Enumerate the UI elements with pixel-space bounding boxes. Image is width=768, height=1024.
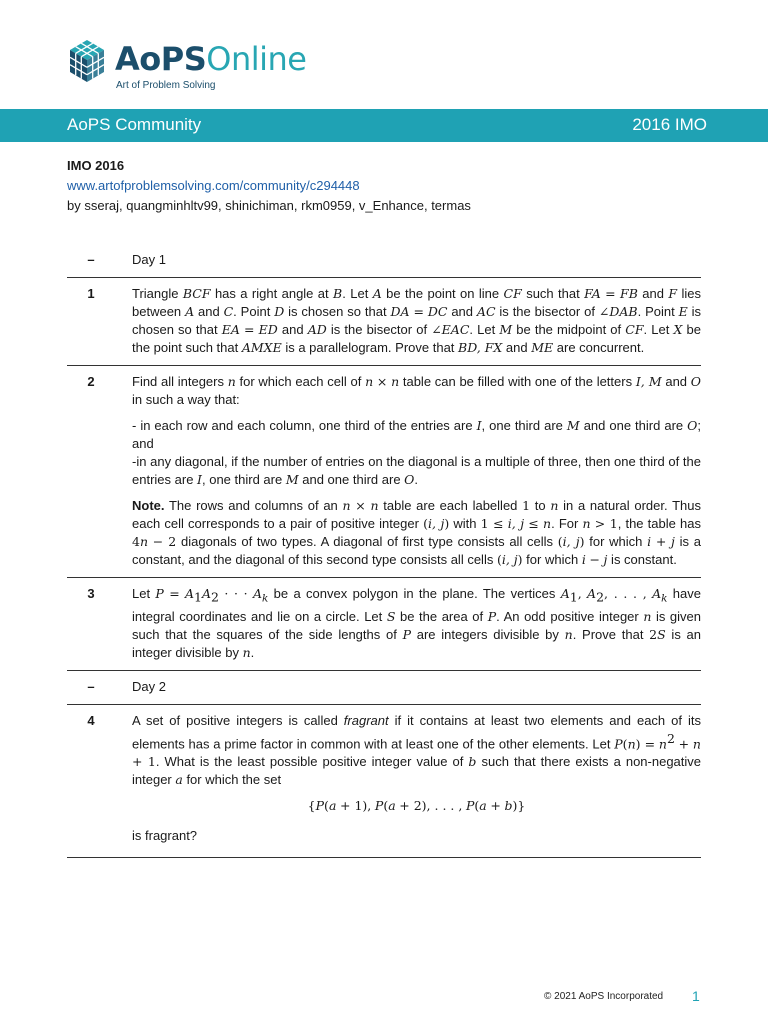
problem-row bbox=[67, 278, 701, 366]
day-label: Day 1 bbox=[132, 252, 166, 267]
note-label: Note. bbox=[132, 498, 165, 513]
contest-title: IMO 2016 bbox=[67, 158, 125, 173]
problem-number: 4 bbox=[87, 712, 95, 728]
banner-community: AoPS Community bbox=[67, 115, 202, 134]
problem-row bbox=[67, 578, 701, 671]
problem-row bbox=[67, 705, 701, 858]
fragrant-term: fragrant bbox=[343, 712, 389, 728]
problem-number: 1 bbox=[87, 286, 95, 301]
copyright-footer: © 2021 AoPS Incorporated bbox=[544, 991, 664, 1002]
problem-2-text: Find all integers n for which each cell of n × n table can be filled with one of the letters I, M and O in such a way that: - in each row and each column, one third of the entries are I, one third are M and one third are O; and -in any diagonal, if the number of entries on the diagonal is a multiple of three, then one third of the entries are I, one third are M and one third are O. Note. The rows and columns of an n × n table are each labelled 1 to n in a natural order. Thus each cell corresponds to a pair of positive integer (i, j) with 1 ≤ i, j ≤ n. For n > 1, the table has 4n − 2 diagonals of two types. A diagonal of first type consists all cells (i, j) for which i + j is a constant, and the diagonal of this second type consists all cells (i, j) for which i − j is constant. bbox=[132, 374, 702, 567]
logo-aops: AoPS bbox=[115, 40, 207, 78]
logo-online: Online bbox=[206, 40, 307, 78]
community-link[interactable]: www.artofproblemsolving.com/community/c294448 bbox=[67, 178, 360, 193]
page-number: 1 bbox=[692, 988, 700, 1004]
day-marker: – bbox=[87, 252, 95, 267]
day-row bbox=[67, 244, 701, 278]
day-row bbox=[67, 671, 701, 705]
problem-list bbox=[67, 244, 701, 858]
community-banner bbox=[0, 109, 768, 142]
problem-number: 3 bbox=[87, 586, 95, 601]
problem-3-text: Let $P = A_1A_2$ · · · $A_k$ be a convex polygon in the plane. The vertices $A_1$, $A_2$, . . . , $A_k$ have integral coordinates and lie on a circle. Let S be the area of P. An odd positive integer n is given such that the squares of the side lengths of P are integers divisible by n. Prove that 2S is an integer divisible by n. bbox=[132, 586, 702, 660]
logo-wordmark bbox=[115, 40, 306, 78]
logo-tagline: Art of Problem Solving bbox=[116, 80, 216, 91]
set-formula: {P(a + 1), P(a + 2), . . . , P(a + b)} bbox=[307, 797, 526, 813]
cube-logo-icon bbox=[67, 38, 107, 84]
authors-line: by sseraj, quangminhltv99, shinichiman, rkm0959, v_Enhance, termas bbox=[67, 198, 471, 213]
problem-4-text: A set of positive integers is called fragrant if it contains at least two elements and each of its elements has a prime factor in common with at least one of the other elements. Let $P(n) = n^2 + n + 1$. What is the least possible positive integer value of b such that there exists a non-negative integer a for which the set {P(a + 1), P(a + 2), . . . , P(a + b)} is fragrant? bbox=[132, 712, 702, 843]
problem-row bbox=[67, 366, 701, 578]
day-label: Day 2 bbox=[132, 678, 166, 694]
day-marker: – bbox=[87, 678, 95, 694]
problem-number: 2 bbox=[87, 374, 95, 389]
problem-1-text: Triangle BCF has a right angle at B. Let A be the point on line CF such that FA = FB and F lies between A and C. Point D is chosen so that DA = DC and AC is the bisector of ∠DAB. Point E is chosen so that EA = ED and AD is the bisector of ∠EAC. Let M be the midpoint of CF. Let X be the point such that AMXE is a parallelogram. Prove that BD, FX and ME are concurrent. bbox=[132, 286, 702, 355]
banner-contest: 2016 IMO bbox=[632, 115, 707, 134]
document-header bbox=[67, 156, 707, 216]
